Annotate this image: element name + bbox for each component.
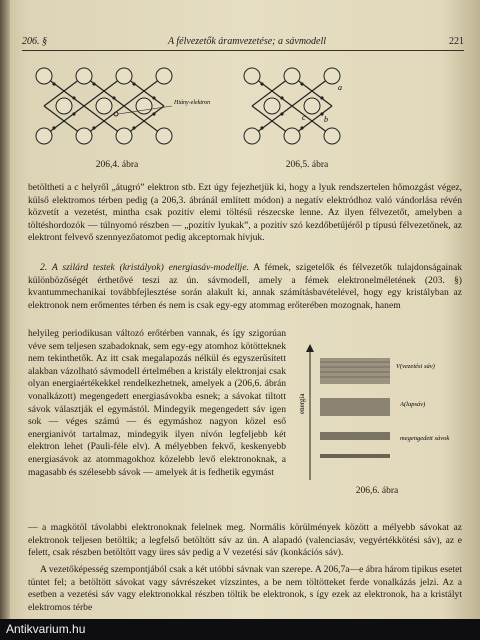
paragraph-2-rest bbox=[28, 522, 462, 560]
page-number: 221 bbox=[449, 36, 464, 47]
paragraph-2-narrow-text: helyileg periodikusan változó erőtérben vannak, és így szigorúan véve sem teljesen szabadoknak, sem egy-egy atomhoz kötötteknek nem tekinthetők. Az itt csak megalapozás nélkül és egyszerűsített alakban vázolható sávmodell értelmében a kristály elektronjai csak olyan energiaértékekkel rendelkezhetnek, amelyek a (206,6. ábrán vonalkázott) megengedett energiasávokba esnek; a sávokat tiltott sávok választják el egymástól. Mindegyik megengedett sáv igen sok — véges számú — és egymáshoz nagyon közel eső energianívót tartalmaz, mindegyik ilyen nívón legfeljebb két elektron lehet (Pauli-féle elv). A mélyebben fekvő, keskenyebb energiasávok az atommagokhoz közelebb levő elektronoknak, a magasabb és szélesebb sávok — amelyek át is fedhetik egymást bbox=[28, 328, 286, 478]
conduction-band-label: V(vezetési sáv) bbox=[396, 363, 435, 370]
figure-206-4-caption: 206,4. ábra bbox=[95, 160, 139, 170]
watermark-bar: Antikvarium.hu bbox=[0, 619, 480, 640]
figure-206-6-caption: 206,6. ábra bbox=[355, 486, 399, 496]
paragraph-2 bbox=[28, 262, 462, 312]
allowed-bands-label: megengedett sávok bbox=[400, 435, 450, 442]
label-a: a bbox=[338, 83, 342, 92]
running-header bbox=[22, 36, 464, 51]
paragraph-3-text: A vezetőképesség szempontjából csak a két utóbbi sávnak van szerepe. A 206,7a—e ábra három tipikus esetet tüntet fel; a betöltött sávokat vagy sávrészeket vízszintes, a be nem töltötteket ferde vonalkázás jelzi. Az a esetben a vezetési sáv vagy elektronokkal részben töltik be elektronok, s így ezek az elektronok, ha a kristályt elektromos térbe bbox=[28, 564, 462, 613]
energy-axis-label: energia bbox=[298, 393, 306, 414]
chapter-title: A félvezetők áramvezetése; a sávmodell bbox=[167, 36, 327, 47]
label-c: c bbox=[302, 113, 306, 122]
hole-label: Hiány-elektron bbox=[174, 100, 211, 106]
paragraph-2-rest-text: — a magkötöl távolabbi elektronoknak felelnek meg. Normális körülmények között a mélyebb sávokat az elektronok teljesen betöltik; a legfelső betöltött sáv az ún. A alapadó (valenciasáv, vegyértékkötési sáv), az e felett, csak részben betöltött vagy üres sáv pedig a V vezetési sáv (konkációs sáv). bbox=[28, 522, 462, 559]
figure-206-5-lattice bbox=[232, 56, 382, 164]
paragraph-3 bbox=[28, 564, 462, 614]
paragraph-1-text: betöltheti a c helyről „átugró” elektron stb. Ezt úgy fejezhetjük ki, hogy a lyuk rendszertelen hőmozgást végez, külső elektromos térben pedig (a 206,3. ábránál említett módon) a negatív elektródhoz való vándorlása révén közvetít a vezetést, mintha csak pozitív elemi töltésű részecske lenne. Az ilyen félvezetőt, amelyben a töltéshordozók — túlnyomó részben — „pozitív lyukak”, a pozitív szó kezdőbetűjéről p típusú félvezetőnek, az elektront felvevő szennyezőatomot pedig akceptornak hívjuk. bbox=[28, 182, 462, 244]
paragraph-2-intro: A fémek, szigetelők és félvezetők tulajdonságainak különbözőségét érthetővé teszi az ún. sávmodell, amely a fémek elektronelméletének (203. §) kvantummechanikai továbbfejlesztése során alakult ki, annak számításbavételével, hogy egy kristályban az elektronok nem erőmentes térben és nem is csak egy-egy atommag erőterében mozognak, hanem bbox=[28, 262, 462, 311]
section-heading: 2. A szilárd testek (kristályok) energiasáv-modellje. bbox=[40, 262, 249, 273]
paragraph-1 bbox=[28, 182, 462, 245]
section-number: 206. § bbox=[22, 36, 47, 47]
page-gutter bbox=[0, 0, 10, 640]
figure-206-6-band-diagram bbox=[296, 340, 466, 490]
valence-band-label: A(lapsáv) bbox=[400, 401, 426, 408]
figure-206-5-caption: 206,5. ábra bbox=[285, 160, 329, 170]
figure-206-4-lattice bbox=[24, 56, 214, 164]
paragraph-2-narrow bbox=[28, 328, 286, 479]
label-b: b bbox=[324, 115, 328, 124]
